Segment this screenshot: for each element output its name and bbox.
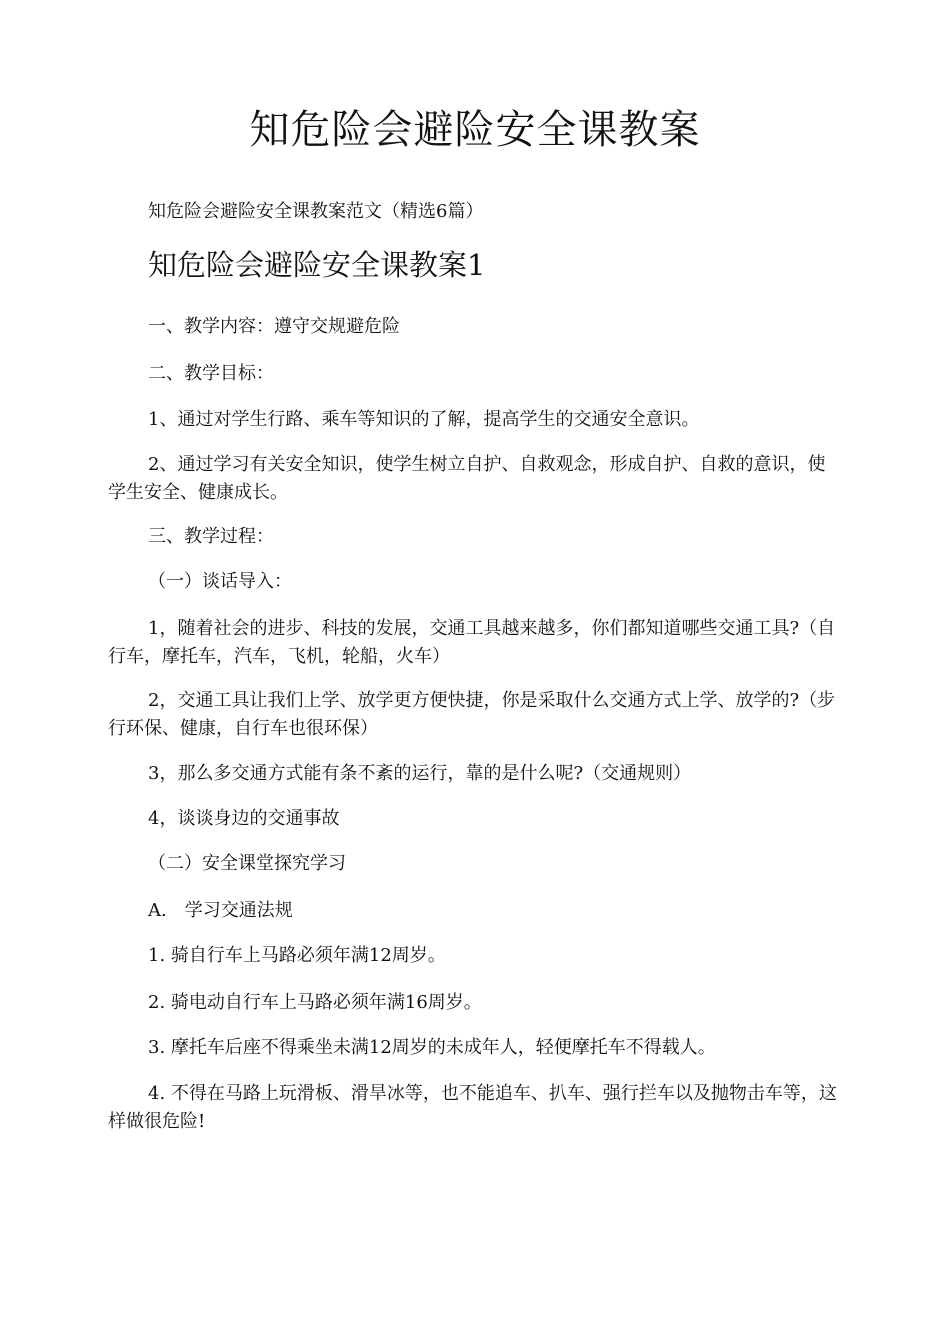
part-2-heading: （二）安全课堂探究学习 [148, 853, 346, 874]
goal-2-paragraph: 2、通过学习有关安全知识，使学生树立自护、自救观念，形成自护、自救的意识，使学生安全、健康成长。 [108, 454, 826, 503]
section-a-heading: A. 学习交通法规 [148, 900, 293, 921]
question-4-line: 4，谈谈身边的交通事故 [148, 808, 340, 829]
question-3-line: 3，那么多交通方式能有条不紊的运行，靠的是什么呢?（交通规则） [148, 763, 692, 784]
intro-line: 知危险会避险安全课教案范文（精选6篇） [148, 201, 484, 222]
document-title: 知危险会避险安全课教案 [249, 107, 701, 153]
teaching-content-line: 一、教学内容：遵守交规避危险 [148, 316, 400, 337]
rule-1-line: 1. 骑自行车上马路必须年满12周岁。 [148, 945, 446, 966]
rule-3-line: 3. 摩托车后座不得乘坐未满12周岁的未成年人，轻便摩托车不得载人。 [148, 1037, 716, 1058]
teaching-process-heading: 三、教学过程： [148, 526, 274, 547]
rule-2-line: 2. 骑电动自行车上马路必须年满16周岁。 [148, 992, 482, 1013]
goal-1-line: 1、通过对学生行路、乘车等知识的了解，提高学生的交通安全意识。 [148, 409, 700, 430]
rule-4-paragraph: 4. 不得在马路上玩滑板、滑旱冰等，也不能追车、扒车、强行拦车以及抛物击车等，这样做很危险! [108, 1083, 837, 1132]
section-title: 知危险会避险安全课教案1 [148, 248, 486, 282]
part-1-heading: （一）谈话导入： [148, 571, 292, 592]
question-2-paragraph: 2，交通工具让我们上学、放学更方便快捷，你是采取什么交通方式上学、放学的?（步行环保、健康，自行车也很环保） [108, 690, 836, 739]
question-1-paragraph: 1，随着社会的进步、科技的发展，交通工具越来越多，你们都知道哪些交通工具?（自行车，摩托车，汽车，飞机，轮船，火车） [108, 618, 836, 667]
teaching-goals-heading: 二、教学目标： [148, 363, 274, 384]
